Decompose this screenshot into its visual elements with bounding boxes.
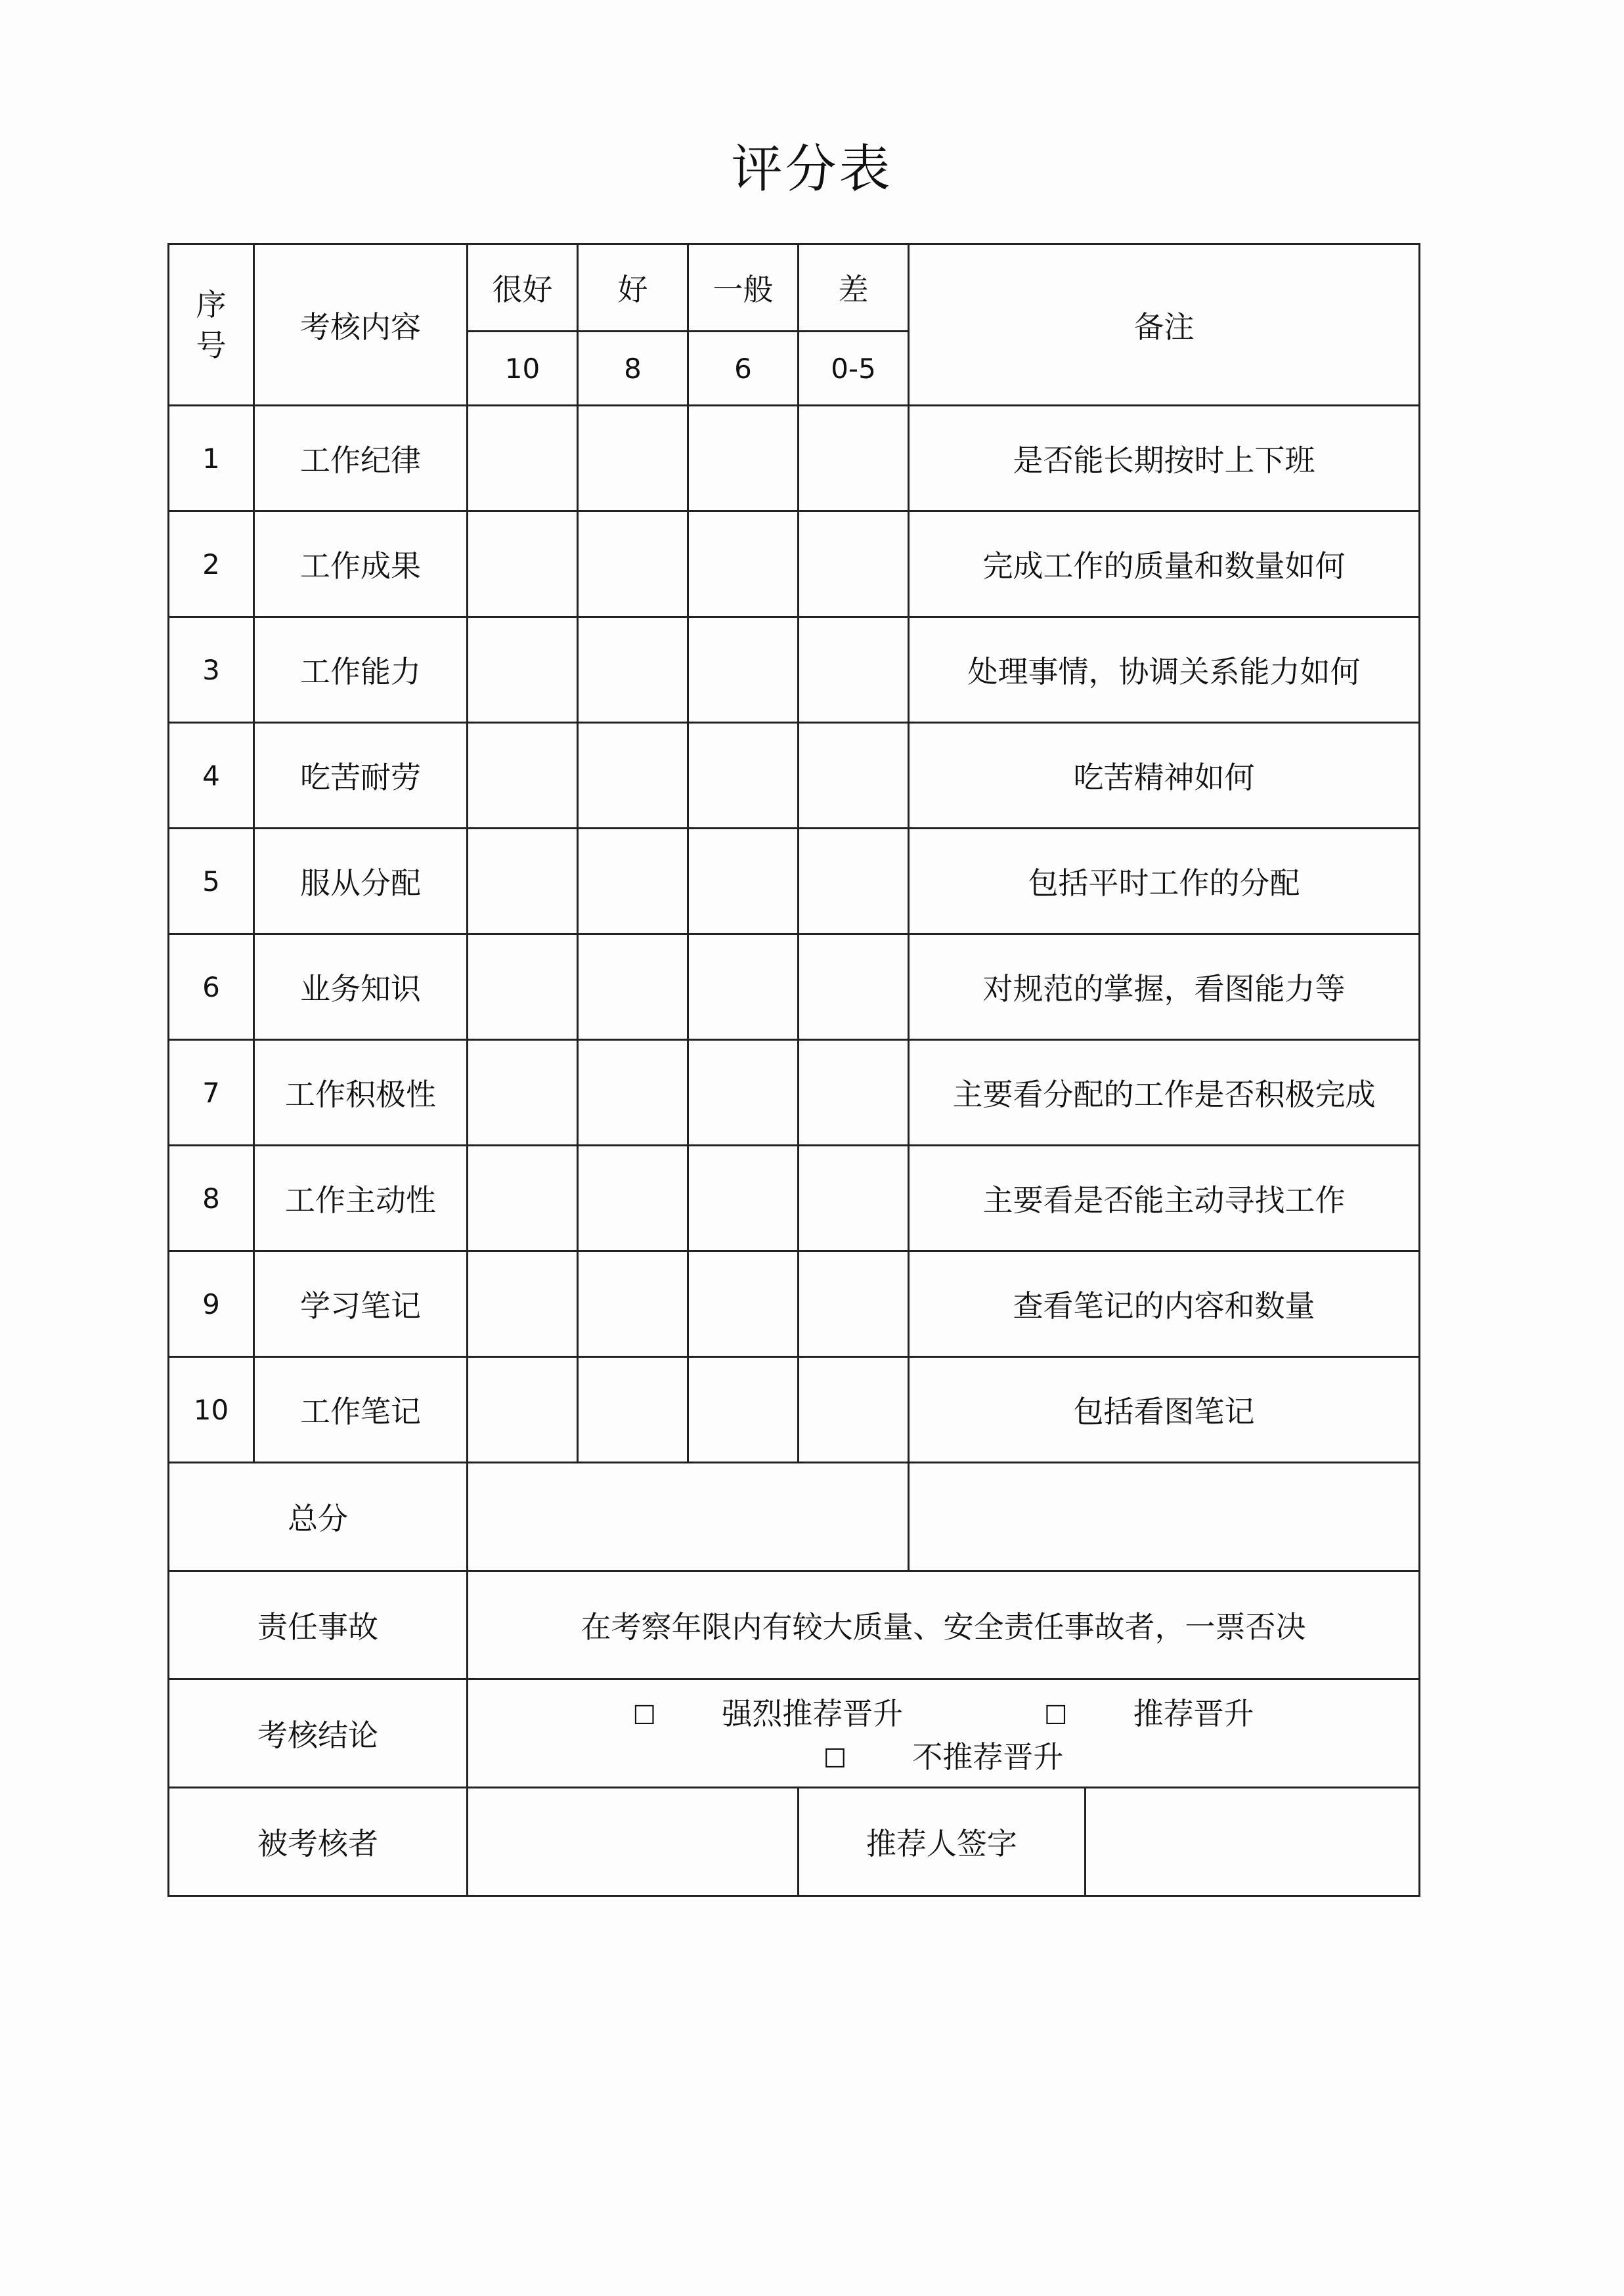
score-cell[interactable]	[468, 723, 578, 829]
level-header-very-good: 很好	[468, 244, 578, 332]
row-number: 7	[169, 1040, 254, 1146]
checkbox-icon[interactable]: ☐	[1043, 1700, 1068, 1731]
row-number: 2	[169, 511, 254, 617]
conclusion-options	[468, 1679, 1420, 1788]
accident-label: 责任事故	[169, 1571, 468, 1679]
accident-text: 在考察年限内有较大质量、安全责任事故者，一票否决	[468, 1571, 1420, 1679]
score-cell[interactable]	[578, 1040, 688, 1146]
row-item: 工作主动性	[254, 1146, 468, 1251]
score-cell[interactable]	[578, 934, 688, 1040]
conclusion-label: 考核结论	[169, 1679, 468, 1788]
score-cell[interactable]	[578, 723, 688, 829]
table-row	[169, 406, 1420, 511]
score-cell[interactable]	[799, 723, 909, 829]
option-not-recommend[interactable]: ☐ 不推荐晋升	[823, 1739, 1064, 1775]
score-average: 6	[688, 332, 799, 406]
examinee-signature-cell[interactable]	[468, 1788, 799, 1896]
total-remark-cell[interactable]	[909, 1463, 1420, 1571]
score-cell[interactable]	[468, 1040, 578, 1146]
score-cell[interactable]	[578, 1251, 688, 1357]
total-label: 总分	[169, 1463, 468, 1571]
table-row	[169, 934, 1420, 1040]
remark-header: 备注	[909, 244, 1420, 406]
score-cell[interactable]	[688, 1357, 799, 1463]
option-recommend[interactable]: ☐ 推荐晋升	[1043, 1696, 1254, 1731]
row-number: 1	[169, 406, 254, 511]
score-cell[interactable]	[468, 829, 578, 934]
table-row	[169, 1040, 1420, 1146]
examinee-label: 被考核者	[169, 1788, 468, 1896]
row-remark: 主要看分配的工作是否积极完成	[909, 1040, 1420, 1146]
score-good: 8	[578, 332, 688, 406]
row-remark: 查看笔记的内容和数量	[909, 1251, 1420, 1357]
row-number: 9	[169, 1251, 254, 1357]
score-cell[interactable]	[688, 1040, 799, 1146]
seq-header-text: 序号	[196, 286, 227, 363]
score-cell[interactable]	[799, 1040, 909, 1146]
score-cell[interactable]	[799, 511, 909, 617]
score-cell[interactable]	[688, 1146, 799, 1251]
page-title: 评分表	[731, 140, 893, 199]
table-row	[169, 723, 1420, 829]
row-number: 6	[169, 934, 254, 1040]
score-cell[interactable]	[799, 934, 909, 1040]
score-cell[interactable]	[468, 1146, 578, 1251]
score-cell[interactable]	[688, 1251, 799, 1357]
option-strongly-recommend[interactable]: ☐ 强烈推荐晋升	[632, 1696, 904, 1731]
row-item: 业务知识	[254, 934, 468, 1040]
table-row	[169, 1357, 1420, 1463]
row-number: 8	[169, 1146, 254, 1251]
content-header: 考核内容	[254, 244, 468, 406]
score-poor: 0-5	[799, 332, 909, 406]
row-remark: 包括看图笔记	[909, 1357, 1420, 1463]
recommender-label: 推荐人签字	[799, 1788, 1085, 1895]
level-header-good: 好	[578, 244, 688, 332]
row-remark: 吃苦精神如何	[909, 723, 1420, 829]
score-cell[interactable]	[578, 1357, 688, 1463]
score-cell[interactable]	[468, 1251, 578, 1357]
score-cell[interactable]	[799, 1251, 909, 1357]
score-cell[interactable]	[688, 511, 799, 617]
score-cell[interactable]	[578, 511, 688, 617]
score-table	[167, 243, 1420, 1897]
table-row	[169, 1251, 1420, 1357]
row-number: 3	[169, 617, 254, 723]
score-cell[interactable]	[468, 617, 578, 723]
score-cell[interactable]	[468, 511, 578, 617]
score-very-good: 10	[468, 332, 578, 406]
total-row	[169, 1463, 1420, 1571]
row-item: 吃苦耐劳	[254, 723, 468, 829]
score-cell[interactable]	[578, 1146, 688, 1251]
score-cell[interactable]	[799, 1357, 909, 1463]
header-row	[169, 244, 1420, 332]
score-cell[interactable]	[578, 617, 688, 723]
total-score-cell[interactable]	[468, 1463, 909, 1571]
row-item: 服从分配	[254, 829, 468, 934]
score-cell[interactable]	[688, 934, 799, 1040]
row-item: 工作纪律	[254, 406, 468, 511]
score-cell[interactable]	[578, 406, 688, 511]
score-cell[interactable]	[799, 617, 909, 723]
row-number: 5	[169, 829, 254, 934]
row-item: 工作能力	[254, 617, 468, 723]
level-header-average: 一般	[688, 244, 799, 332]
row-item: 学习笔记	[254, 1251, 468, 1357]
conclusion-row	[169, 1679, 1420, 1788]
row-remark: 处理事情，协调关系能力如何	[909, 617, 1420, 723]
row-item: 工作笔记	[254, 1357, 468, 1463]
score-cell[interactable]	[799, 829, 909, 934]
table-row	[169, 1146, 1420, 1251]
row-remark: 是否能长期按时上下班	[909, 406, 1420, 511]
score-cell[interactable]	[468, 934, 578, 1040]
row-remark: 包括平时工作的分配	[909, 829, 1420, 934]
score-cell[interactable]	[799, 1146, 909, 1251]
score-cell[interactable]	[468, 406, 578, 511]
accident-row	[169, 1571, 1420, 1679]
signature-row	[169, 1788, 1420, 1896]
row-remark: 对规范的掌握，看图能力等	[909, 934, 1420, 1040]
table-row	[169, 829, 1420, 934]
score-cell[interactable]	[468, 1357, 578, 1463]
checkbox-icon[interactable]: ☐	[632, 1700, 657, 1731]
score-cell[interactable]	[688, 723, 799, 829]
score-cell[interactable]	[688, 829, 799, 934]
seq-header	[169, 244, 254, 406]
table-row	[169, 511, 1420, 617]
recommender-wrapper	[799, 1788, 1420, 1896]
score-cell[interactable]	[799, 406, 909, 511]
level-header-poor: 差	[799, 244, 909, 332]
score-cell[interactable]	[578, 829, 688, 934]
row-number: 4	[169, 723, 254, 829]
row-remark: 主要看是否能主动寻找工作	[909, 1146, 1420, 1251]
table-row	[169, 617, 1420, 723]
recommender-signature-cell[interactable]	[1085, 1788, 1418, 1895]
row-item: 工作积极性	[254, 1040, 468, 1146]
recommender-subtable	[799, 1788, 1418, 1895]
row-remark: 完成工作的质量和数量如何	[909, 511, 1420, 617]
score-cell[interactable]	[688, 406, 799, 511]
row-item: 工作成果	[254, 511, 468, 617]
checkbox-icon[interactable]: ☐	[823, 1744, 847, 1774]
row-number: 10	[169, 1357, 254, 1463]
score-cell[interactable]	[688, 617, 799, 723]
